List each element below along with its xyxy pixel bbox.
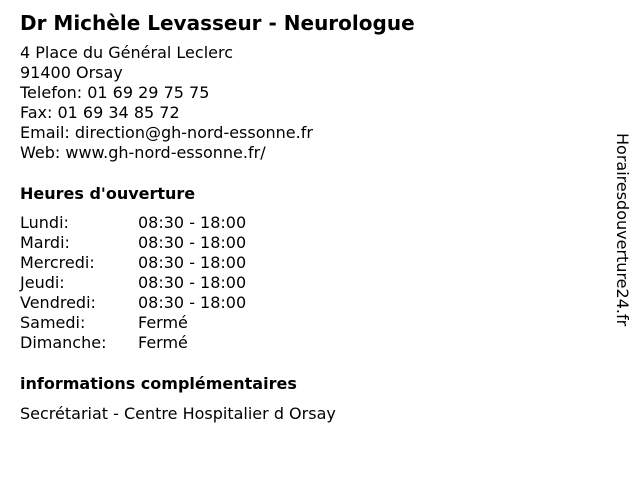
site-watermark: Horairesdouverture24.fr bbox=[613, 133, 632, 327]
day-label: Vendredi: bbox=[20, 293, 96, 312]
day-label: Mercredi: bbox=[20, 253, 95, 272]
hours-row-dimanche bbox=[20, 333, 246, 353]
city-address: 91400 Orsay bbox=[20, 63, 123, 82]
day-hours: 08:30 - 18:00 bbox=[138, 233, 247, 252]
day-label: Samedi: bbox=[20, 313, 86, 332]
contact-block bbox=[20, 43, 313, 163]
day-hours: 08:30 - 18:00 bbox=[138, 273, 247, 292]
page-title: Dr Michèle Levasseur - Neurologue bbox=[20, 11, 415, 35]
day-hours: Fermé bbox=[138, 313, 188, 332]
phone-number[interactable]: Telefon: 01 69 29 75 75 bbox=[20, 83, 210, 102]
day-label: Dimanche: bbox=[20, 333, 107, 352]
day-hours: Fermé bbox=[138, 333, 188, 352]
day-label: Jeudi: bbox=[20, 273, 65, 292]
street-address: 4 Place du Général Leclerc bbox=[20, 43, 233, 62]
day-hours: 08:30 - 18:00 bbox=[138, 293, 247, 312]
hours-heading: Heures d'ouverture bbox=[20, 184, 196, 203]
extra-info-heading: informations complémentaires bbox=[20, 374, 297, 393]
fax-number: Fax: 01 69 34 85 72 bbox=[20, 103, 180, 122]
hours-row-vendredi bbox=[20, 293, 246, 313]
website-link[interactable]: Web: www.gh-nord-essonne.fr/ bbox=[20, 143, 266, 162]
opening-hours-table bbox=[20, 213, 246, 353]
day-label: Lundi: bbox=[20, 213, 69, 232]
hours-row-jeudi bbox=[20, 273, 246, 293]
hours-row-mardi bbox=[20, 233, 246, 253]
hours-row-mercredi bbox=[20, 253, 246, 273]
day-hours: 08:30 - 18:00 bbox=[138, 253, 247, 272]
extra-info-text: Secrétariat - Centre Hospitalier d Orsay bbox=[20, 404, 336, 423]
day-label: Mardi: bbox=[20, 233, 70, 252]
email-link[interactable]: Email: direction@gh-nord-essonne.fr bbox=[20, 123, 313, 142]
day-hours: 08:30 - 18:00 bbox=[138, 213, 247, 232]
hours-row-lundi bbox=[20, 213, 246, 233]
hours-row-samedi bbox=[20, 313, 246, 333]
